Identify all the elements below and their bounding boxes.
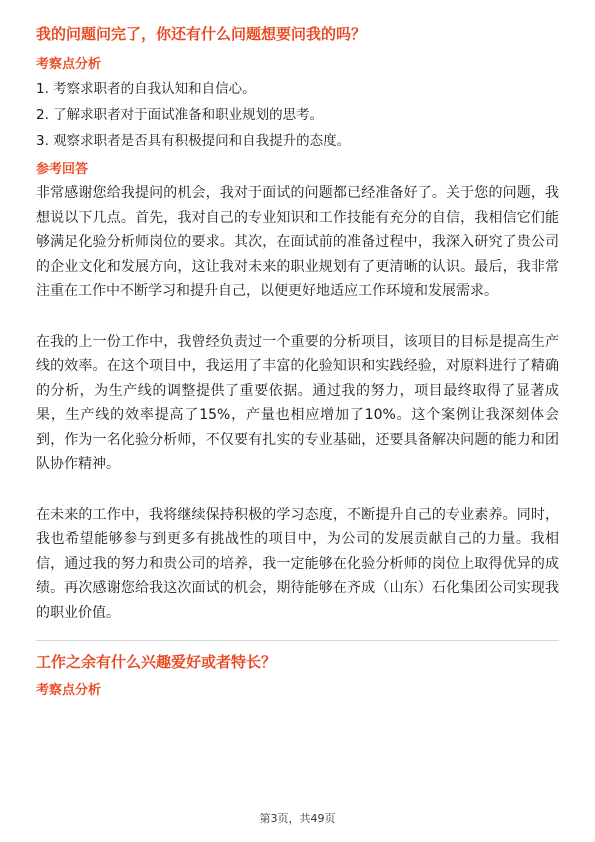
section-divider [36,640,559,641]
document-page [36,24,559,706]
question-heading-2: 工作之余有什么兴趣爱好或者特长？ [36,653,277,671]
answer-paragraph: 在未来的工作中，我将继续保持积极的学习态度，不断提升自己的专业素养。同时，我也希望能够参与到更多有挑战性的项目中，为公司的发展贡献自己的力量。我相信，通过我的努力和贵公司的培养，我一定能够在化验分析师的岗位上取得优异的成绩。再次感谢您给我这次面试的机会，期待能够在齐成（山东）石化集团公司实现我的职业价值。 [36,506,559,621]
analysis-point: 3. 观察求职者是否具有积极提问和自我提升的态度。 [36,133,351,149]
analysis-label-2: 考察点分析 [36,683,102,698]
page-footer: 第3页，共49页 [259,812,336,825]
answer-paragraph: 非常感谢您给我提问的机会，我对于面试的问题都已经准备好了。关于您的问题，我想说以下几点。首先，我对自己的专业知识和工作技能有充分的自信，我相信它们能够满足化验分析师岗位的要求。其次，在面试前的准备过程中，我深入研究了贵公司的企业文化和发展方向，这让我对未来的职业规划有了更清晰的认识。最后，我非常注重在工作中不断学习和提升自己，以便更好地适应工作环境和发展需求。 [36,185,559,299]
question-heading: 我的问题问完了，你还有什么问题想要问我的吗？ [36,25,367,43]
paragraph-gap [36,477,559,503]
answer-label: 参考回答 [36,162,89,177]
answer-paragraph: 在我的上一份工作中，我曾经负责过一个重要的分析项目，该项目的目标是提高生产线的效率。在这个项目中，我运用了丰富的化验知识和实践经验，对原料进行了精确的分析，为生产线的调整提供了重要依据。通过我的努力，项目最终取得了显著成果，生产线的效率提高了15%，产量也相应增加了10%。这个案例让我深刻体会到，作为一名化验分析师，不仅要有扎实的专业基础，还要具备解决问题的能力和团队协作精神。 [36,333,559,472]
analysis-label: 考察点分析 [36,57,102,72]
analysis-point: 2. 了解求职者对于面试准备和职业规划的思考。 [36,107,324,123]
analysis-point: 1. 考察求职者的自我认知和自信心。 [36,81,256,97]
paragraph-gap [36,304,559,330]
